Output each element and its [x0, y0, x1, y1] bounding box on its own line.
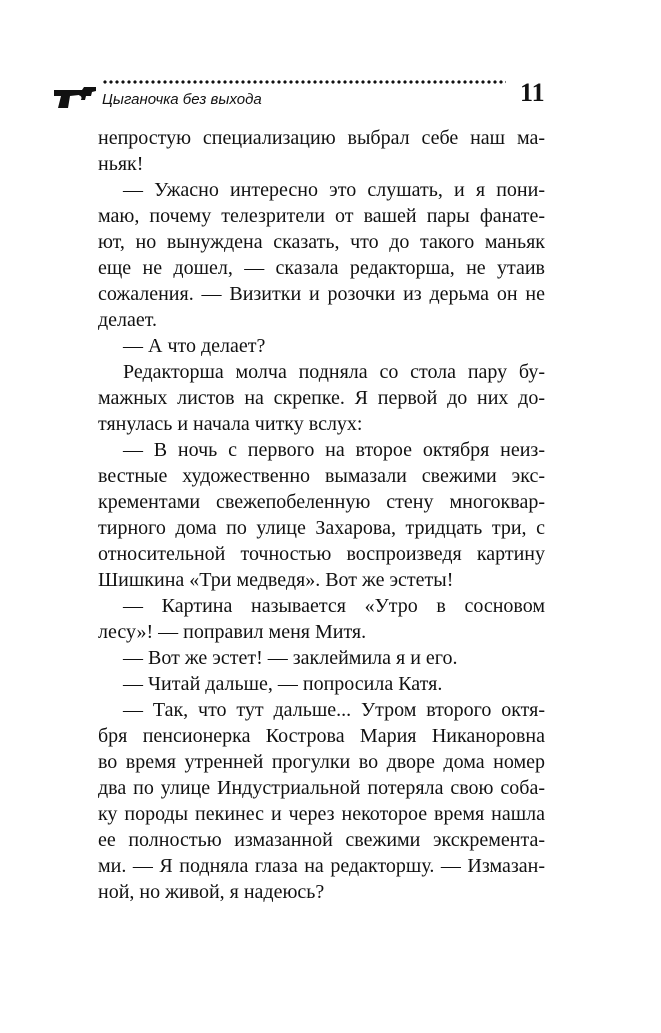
text-line: делает.: [98, 309, 158, 331]
text-line: крементами свежепобеленную стену многоквар-: [98, 491, 545, 513]
text-line: — Ужасно интересно это слушать, и я пони-: [123, 179, 545, 201]
text-line: ют, но вынуждена сказать, что до такого маньяк: [98, 231, 545, 253]
revolver-icon: [52, 78, 102, 108]
text-line: Шишкина «Три медведя». Вот же эстеты!: [98, 569, 454, 591]
body-text: [98, 125, 545, 905]
text-line: ее полностью измазанной свежими экскремента-: [98, 829, 545, 851]
text-line: вестные художественно вымазали свежими экс-: [98, 465, 545, 487]
text-line: — А что делает?: [123, 335, 266, 357]
page-number: 11: [520, 78, 545, 107]
text-line: маю, почему телезрители от вашей пары фанате-: [98, 205, 545, 227]
text-line: — Картина называется «Утро в сосновом: [123, 595, 545, 617]
running-title: Цыганочка без выхода: [102, 91, 262, 108]
text-line: тянулась и начала читку вслух:: [98, 413, 363, 435]
text-line: ньяк!: [98, 153, 144, 175]
text-line: относительной точностью воспроизведя картину: [98, 543, 545, 565]
text-line: — В ночь с первого на второе октября неиз-: [123, 439, 545, 461]
text-line: тирного дома по улице Захарова, тридцать три, с: [98, 517, 545, 539]
text-line: ку породы пекинес и через некоторое время нашла: [98, 803, 545, 825]
text-line: ной, но живой, я надеюсь?: [98, 881, 325, 903]
text-line: сожаления. — Визитки и розочки из дерьма он не: [98, 283, 545, 305]
text-line: ми. — Я подняла глаза на редакторшу. — Измазан-: [98, 855, 545, 877]
text-line: — Читай дальше, — попросила Катя.: [123, 673, 443, 695]
text-line: — Вот же эстет! — заклеймила я и его.: [123, 647, 458, 669]
header-dotted-rule: [102, 80, 506, 84]
text-line: два по улице Индустриальной потеряла свою соба-: [98, 777, 545, 799]
text-line: непростую специализацию выбрал себе наш ма-: [98, 127, 545, 149]
text-line: — Так, что тут дальше... Утром второго октя-: [123, 699, 545, 721]
text-line: еще не дошел, — сказала редакторша, не утаив: [98, 257, 545, 279]
text-line: мажных листов на скрепке. Я первой до них до-: [98, 387, 545, 409]
text-line: бря пенсионерка Кострова Мария Никаноровна: [98, 725, 545, 747]
text-line: во время утренней прогулки во дворе дома номер: [98, 751, 545, 773]
text-line: лесу»! — поправил меня Митя.: [98, 621, 367, 643]
text-line: Редакторша молча подняла со стола пару бу-: [123, 361, 545, 383]
running-header: [50, 74, 550, 114]
